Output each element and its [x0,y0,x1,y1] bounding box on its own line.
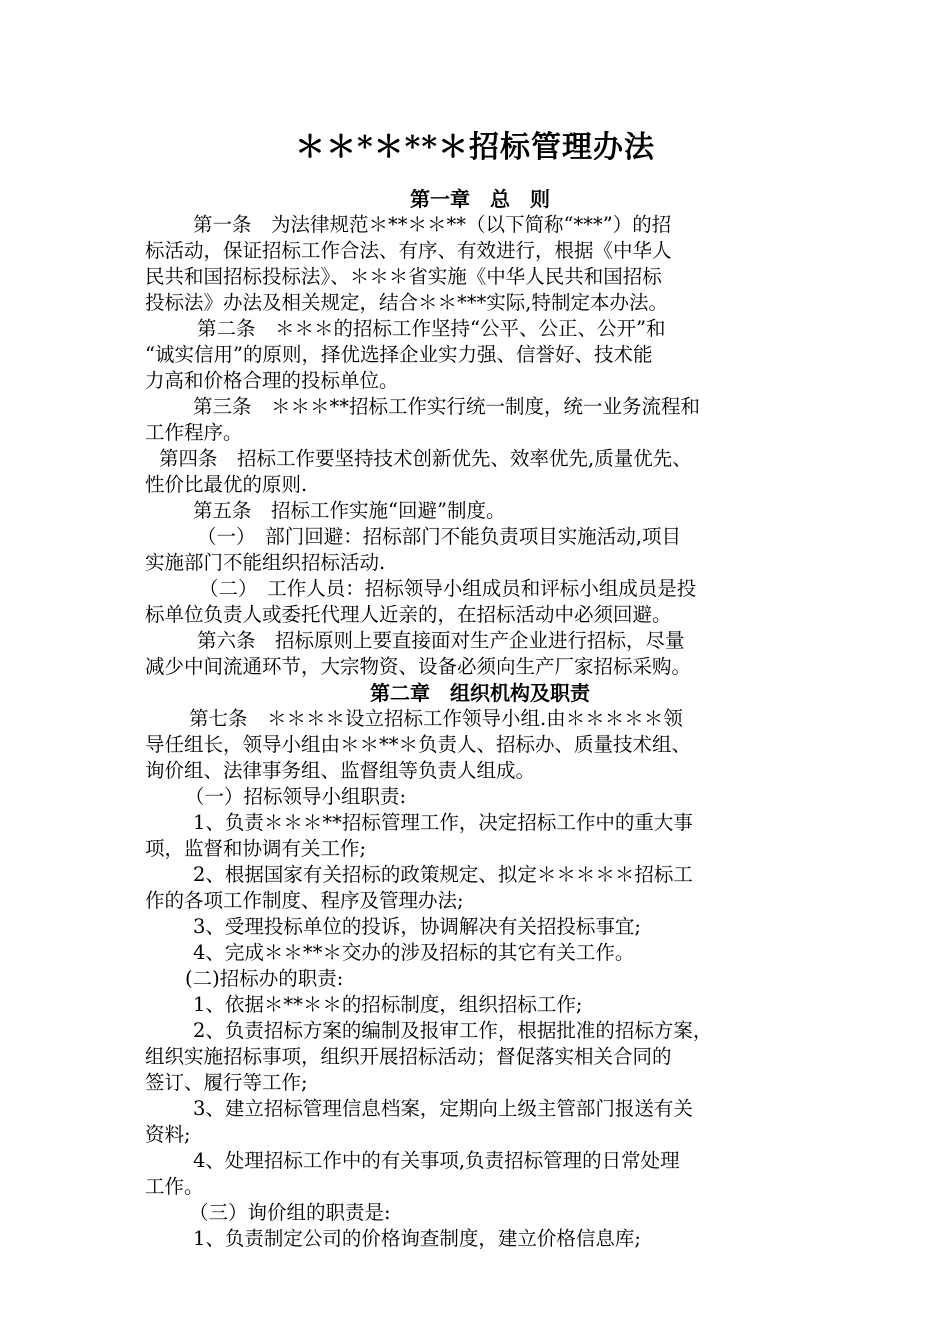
document-body [145,186,815,1252]
text-line: 4、完成＊＊**＊交办的涉及招标的其它有关工作。 [193,941,635,964]
chapter-heading: 第一章 总 则 [410,187,550,211]
text-line: 第四条 招标工作要坚持技术创新优先、效率优先,质量优先、 [159,447,692,470]
text-line: 民共和国招标投标法》、＊＊＊省实施《中华人民共和国招标 [145,265,662,288]
text-line: 力高和价格合理的投标单位。 [145,369,399,392]
text-line: 第一条 为法律规范＊**＊＊**（以下简称“***”）的招 [193,213,672,236]
text-line: 询价组、法律事务组、监督组等负责人组成。 [145,759,536,782]
text-line: 1、依据＊**＊＊的招标制度，组织招标工作; [193,993,583,1016]
text-line: 第五条 招标工作实施“回避”制度。 [193,499,506,522]
text-line: 标单位负责人或委托代理人近亲的，在招标活动中必须回避。 [145,603,672,626]
text-line: 第六条 招标原则上要直接面对生产企业进行招标，尽量 [197,629,685,652]
text-line: 实施部门不能组织招标活动. [145,551,386,574]
text-line: 资料; [145,1123,191,1146]
text-line: 第七条 ＊＊＊＊设立招标工作领导小组.由＊＊＊＊＊领 [189,707,683,730]
text-line: 项，监督和协调有关工作; [145,837,367,860]
text-line: （一）招标领导小组职责: [185,785,407,808]
text-line: 减少中间流通环节，大宗物资、设备必须向生产厂家招标采购。 [145,655,692,678]
document-title: ＊＊*＊**＊招标管理办法 [294,130,656,165]
text-line: （三）询价组的职责是: [189,1201,391,1224]
chapter-heading: 第二章 组织机构及职责 [370,681,590,705]
text-line: （二） 工作人员：招标领导小组成员和评标小组成员是投 [199,577,697,600]
text-line: 工作程序。 [145,421,243,444]
text-line: 第三条 ＊＊＊**招标工作实行统一制度，统一业务流程和 [193,395,701,418]
text-line: 第二条 ＊＊＊的招标工作坚持“公平、公正、公开”和 [197,317,666,340]
text-line: “诚实信用”的原则，择优选择企业实力强、信誉好、技术能 [145,343,653,366]
text-line: 4、处理招标工作中的有关事项,负责招标管理的日常处理 [193,1149,680,1172]
text-line: 导任组长，领导小组由＊＊**＊负责人、招标办、质量技术组、 [145,733,692,756]
text-line: 标活动，保证招标工作合法、有序、有效进行，根据《中华人 [145,239,672,262]
text-line: 投标法》办法及相关规定，结合＊＊***实际,特制定本办法。 [145,291,668,314]
text-line: (二)招标办的职责: [185,967,344,990]
text-line: 3、建立招标管理信息档案，定期向上级主管部门报送有关 [193,1097,693,1120]
text-line: 作的各项工作制度、程序及管理办法; [145,889,464,912]
text-line: 1、负责＊＊＊**招标管理工作，决定招标工作中的重大事 [193,811,693,834]
text-line: 工作。 [145,1175,204,1198]
text-line: 性价比最优的原则. [145,473,308,496]
text-line: 签订、履行等工作; [145,1071,308,1094]
text-line: （一） 部门回避：招标部门不能负责项目实施活动,项目 [197,525,681,548]
text-line: 2、根据国家有关招标的政策规定、拟定＊＊＊＊＊招标工 [193,863,693,886]
text-line: 2、负责招标方案的编制及报审工作，根据批准的招标方案， [193,1019,713,1042]
text-line: 组织实施招标事项，组织开展招标活动；督促落实相关合同的 [145,1045,672,1068]
text-line: 1、负责制定公司的价格询查制度，建立价格信息库; [193,1227,641,1250]
text-line: 3、受理投标单位的投诉，协调解决有关招投标事宜; [193,915,641,938]
